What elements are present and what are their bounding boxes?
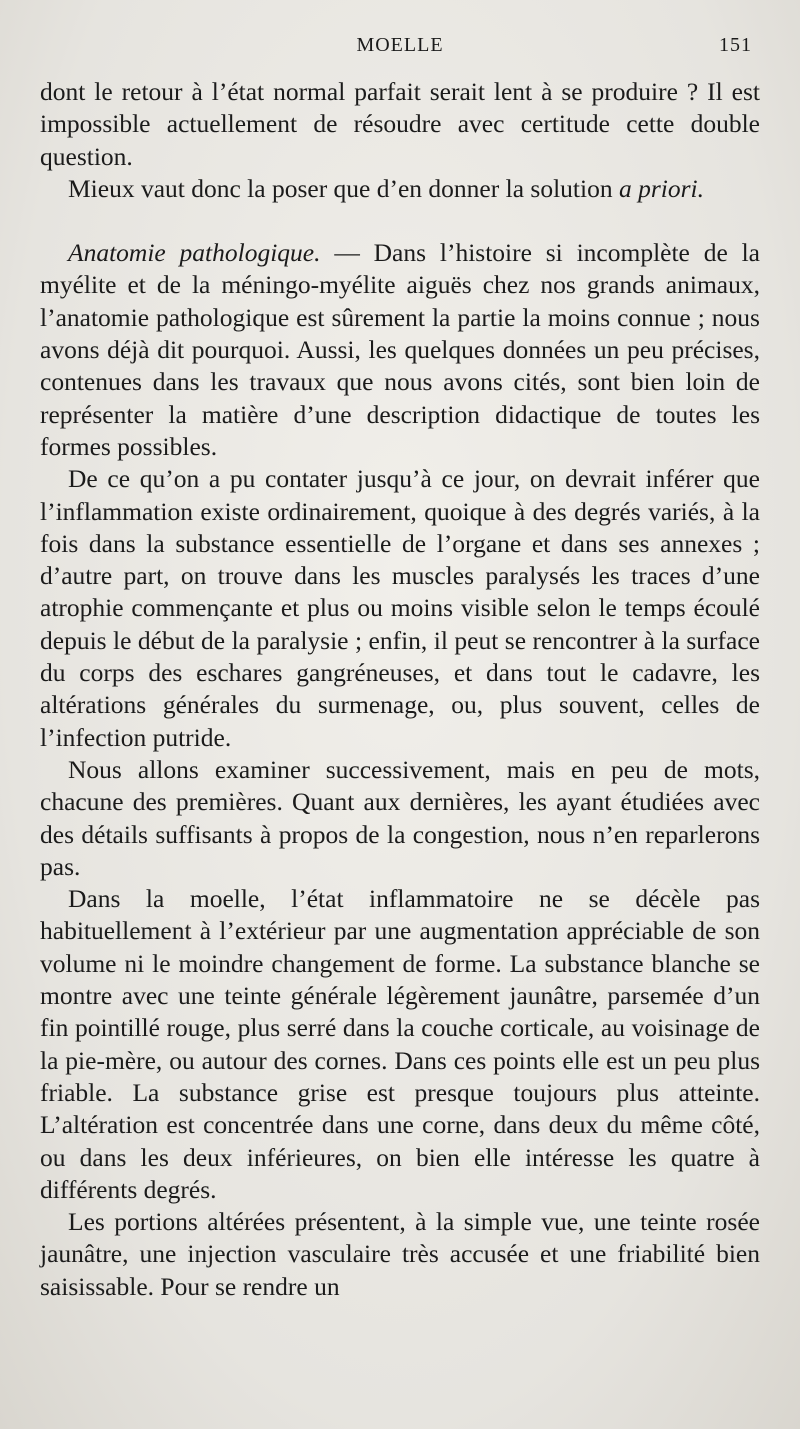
paragraph: Dans la moelle, l’état inflammatoire ne se décèle pas habituellement à l’extérieur par une augmentation appréciable de son volume ni le moindre changement de forme. La substance blanche se montre avec une teinte générale légèrement jaunâtre, parsemée d’un fin pointillé rouge, plus serré dans la couche corticale, au voisinage de la pie-mère, ou autour des cornes. Dans ces points elle est un peu plus friable. La substance grise est presque toujours plus atteinte. L’altération est concentrée dans une corne, dans deux du même côté, ou dans les deux inférieures, on bien elle intéresse les quatre à différents degrés.	[40, 884, 760, 1204]
paragraph-text: — Dans l’histoire si incomplète de la myélite et de la méningo-myélite aiguës chez nos grands animaux, l’anatomie pathologique est sûrement la partie la moins connue ; nous avons déjà dit pourquoi. Aussi, les quelques données un peu précises, contenues dans les travaux que nous avons cités, sont bien loin de représenter la matière d’une description didactique de toutes les formes possibles.	[40, 238, 760, 461]
latin-phrase: a priori.	[618, 173, 704, 203]
paragraph-text: Mieux vaut donc la poser que d’en donner la solution	[68, 173, 613, 203]
section-paragraph	[40, 237, 760, 463]
page-number: 151	[719, 34, 752, 56]
paragraph: Les portions altérées présentent, à la simple vue, une teinte rosée jaunâtre, une injection vasculaire très accusée et une friabilité bien saisissable. Pour se rendre un	[40, 1207, 760, 1301]
paragraph: De ce qu’on a pu contater jusqu’à ce jour, on devrait inférer que l’inflammation existe ordinairement, quoique à des degrés variés, à la fois dans la substance essentielle de l’organe et dans ses annexes ; d’autre part, on trouve dans les muscles paralysés les traces d’une atrophie commençante et plus ou moins visible selon le temps écoulé depuis le début de la paralysie ; enfin, il peut se rencontrer à la surface du corps des eschares gangréneuses, et dans tout le cadavre, les altérations générales du surmenage, ou, plus souvent, celles de l’infection putride.	[40, 464, 760, 752]
section-heading: Anatomie pathologique.	[68, 238, 321, 268]
running-head	[40, 28, 760, 58]
paragraph: Nous allons examiner successivement, mais en peu de mots, chacune des premières. Quant aux dernières, les ayant étudiées avec des détails suffisants à propos de la congestion, nous n’en reparlerons pas.	[40, 754, 760, 881]
paragraph	[40, 173, 760, 205]
body-text	[40, 76, 760, 1303]
running-title: MOELLE	[356, 34, 444, 56]
paragraph-continuation: dont le retour à l’état normal parfait serait lent à se produire ? Il est impossible actuellement de résoudre avec certitude cette double question.	[40, 77, 760, 171]
